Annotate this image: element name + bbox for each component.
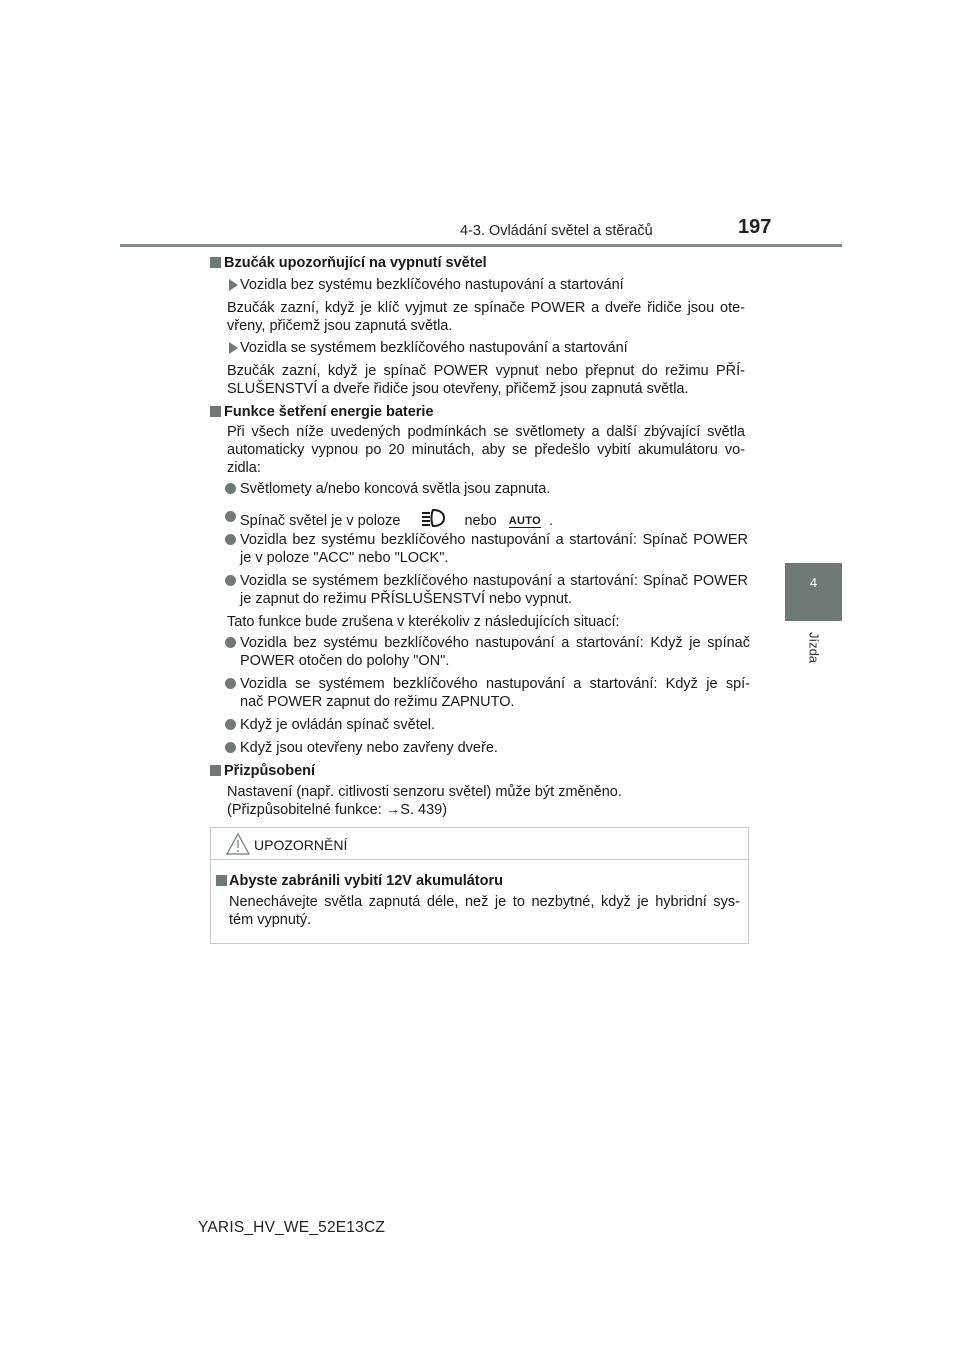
paragraph-line: Tato funkce bude zrušena v kterékoliv z následujících situací: (227, 614, 620, 630)
cancel-item: POWER otočen do polohy "ON". (240, 653, 450, 669)
warning-divider (210, 859, 749, 860)
condition-item: je v poloze "ACC" nebo "LOCK". (240, 550, 449, 566)
round-bullet-icon (225, 511, 236, 522)
paragraph-line: Bzučák zazní, když je klíč vyjmut ze spínače POWER a dveře řidiče jsou ote- (227, 300, 745, 316)
condition-item: Světlomety a/nebo koncová světla jsou zapnuta. (240, 481, 551, 497)
round-bullet-icon (225, 534, 236, 545)
cancel-item: Když je ovládán spínač světel. (240, 717, 436, 733)
condition-item: je zapnut do režimu PŘÍSLUŠENSTVÍ nebo vypnut. (240, 591, 573, 607)
round-bullet-icon (225, 575, 236, 586)
heading-prizpusobeni: Přizpůsobení (224, 763, 316, 779)
chapter-label: Jízda (806, 631, 822, 664)
condition-text: nebo (464, 512, 497, 529)
square-bullet-icon (210, 257, 221, 268)
square-bullet-icon (210, 765, 221, 776)
warning-text: tém vypnutý. (229, 912, 312, 928)
page-number: 197 (738, 216, 772, 238)
paragraph-line: zidla: (227, 460, 261, 476)
square-bullet-icon (216, 875, 227, 886)
condition-item: Vozidla bez systému bezklíčového nastupování a startování: Spínač POWER (240, 532, 748, 548)
cancel-item: Vozidla se systémem bezklíčového nastupování a startování: Když je spí- (240, 676, 750, 692)
triangle-bullet-icon (229, 279, 238, 291)
round-bullet-icon (225, 719, 236, 730)
warning-label: UPOZORNĚNÍ (254, 837, 348, 853)
condition-text: . (548, 512, 553, 529)
chapter-number: 4 (809, 575, 818, 590)
paragraph-line: Při všech níže uvedených podmínkách se světlomety a další zbývající světla (227, 424, 745, 440)
subheading-without-keyless: Vozidla bez systému bezklíčového nastupování a startování (240, 277, 624, 293)
round-bullet-icon (225, 678, 236, 689)
paragraph-line: Bzučák zazní, když je spínač POWER vypnut nebo přepnut do režimu PŘÍ- (227, 363, 745, 379)
document-code: YARIS_HV_WE_52E13CZ (198, 1219, 386, 1236)
cancel-item: nač POWER zapnut do režimu ZAPNUTO. (240, 694, 515, 710)
cancel-item: Když jsou otevřeny nebo zavřeny dveře. (240, 740, 498, 756)
subheading-with-keyless: Vozidla se systémem bezklíčového nastupování a startování (240, 340, 628, 356)
condition-text: Spínač světel je v poloze (240, 512, 401, 529)
round-bullet-icon (225, 483, 236, 494)
cancel-item: Vozidla bez systému bezklíčového nastupování a startování: Když je spínač (240, 635, 750, 651)
warning-triangle-icon (226, 833, 248, 855)
warning-text: Nenechávejte světla zapnutá déle, než je to nezbytné, když je hybridní sys- (229, 894, 740, 910)
section-title: 4-3. Ovládání světel a stěračů (460, 223, 653, 239)
paragraph-line: automaticky vypnou po 20 minutách, aby se předešlo vybití akumulátoru vo- (227, 442, 745, 458)
warning-title: Abyste zabránili vybití 12V akumulátoru (229, 873, 503, 889)
square-bullet-icon (210, 406, 221, 417)
round-bullet-icon (225, 637, 236, 648)
paragraph-line: SLUŠENSTVÍ a dveře řidiče jsou otevřeny, přičemž jsou zapnutá světla. (227, 381, 689, 397)
round-bullet-icon (225, 742, 236, 753)
condition-item: Vozidla se systémem bezklíčového nastupování a startování: Spínač POWER (240, 573, 748, 589)
triangle-bullet-icon (229, 342, 238, 354)
customization-reference-link[interactable]: (Přizpůsobitelné funkce: →S. 439) (227, 802, 448, 818)
heading-funkce: Funkce šetření energie baterie (224, 404, 434, 420)
paragraph-line: vřeny, přičemž jsou zapnutá světla. (227, 318, 453, 334)
paragraph-line: Nastavení (např. citlivosti senzoru světel) může být změněno. (227, 784, 622, 800)
auto-icon: AUTO (508, 514, 541, 527)
heading-bzucak: Bzučák upozorňující na vypnutí světel (224, 255, 487, 271)
